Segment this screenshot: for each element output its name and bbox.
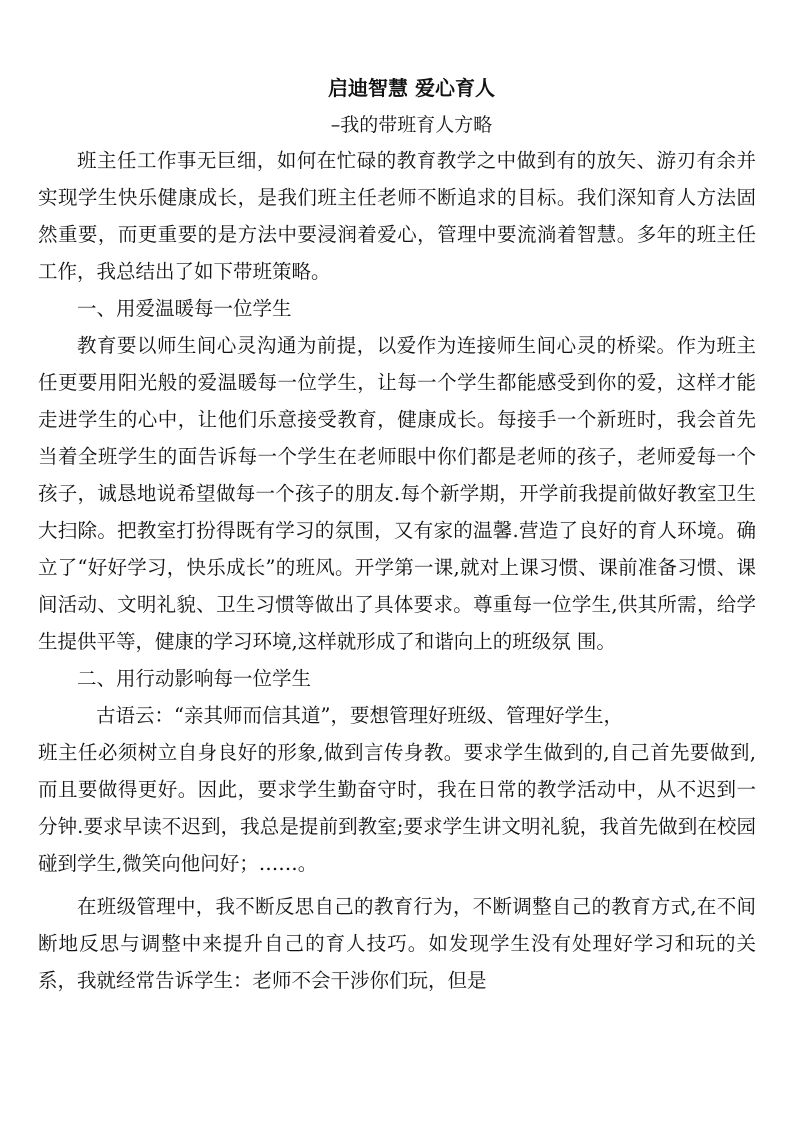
- intro-paragraph: 班主任工作事无巨细，如何在忙碌的教育教学之中做到有的放矢、游刃有余并实现学生快乐健康成长，是我们班主任老师不断追求的目标。我们深知育人方法固然重要，而更重要的是方法中要浸润着爱心，管理中要流淌着智慧。多年的班主任工作，我总结出了如下带班策略。: [38, 149, 756, 283]
- section-2-quote-line: 古语云：“亲其师而信其道”，要想管理好班级、管理好学生，: [96, 704, 623, 727]
- document-subtitle: –我的带班育人方略: [330, 114, 493, 136]
- document-title: 启迪智慧 爱心育人: [328, 76, 495, 100]
- section-1-heading: 一、用爱温暖每一位学生: [77, 297, 292, 320]
- section-2-paragraph-1: 班主任必须树立自身良好的形象,做到言传身教。要求学生做到的,自己首先要做到,而且要做得更好。因此，要求学生勤奋守时，我在日常的教学活动中，从不迟到一分钟.要求早读不迟到，我总是提前到教室;要求学生讲文明礼貌，我首先做到在校园碰到学生,微笑向他问好；……。: [38, 741, 756, 875]
- section-2-heading: 二、用行动影响每一位学生: [77, 667, 312, 690]
- document-body: [38, 142, 756, 999]
- section-2-paragraph-2: 在班级管理中，我不断反思自己的教育行为，不断调整自己的教育方式,在不间断地反思与调整中来提升自己的育人技巧。如发现学生没有处理好学习和玩的关系，我就经常告诉学生：老师不会干涉你们玩，但是: [38, 895, 756, 992]
- section-1-paragraph: 教育要以师生间心灵沟通为前提，以爱作为连接师生间心灵的桥梁。作为班主任更要用阳光般的爱温暖每一位学生，让每一个学生都能感受到你的爱，这样才能走进学生的心中，让他们乐意接受教育，健康成长。每接手一个新班时，我会首先当着全班学生的面告诉每一个学生在老师眼中你们都是老师的孩子，老师爱每一个孩子，诚恳地说希望做每一个孩子的朋友.每个新学期，开学前我提前做好教室卫生大扫除。把教室打扮得既有学习的氛围，又有家的温馨.营造了良好的育人环境。确立了“好好学习，快乐成长”的班风。开学第一课,就对上课习惯、课前准备习惯、课间活动、文明礼貌、卫生习惯等做出了具体要求。尊重每一位学生,供其所需，给学生提供平等，健康的学习环境,这样就形成了和谐向上的班级氛 围。: [38, 334, 756, 653]
